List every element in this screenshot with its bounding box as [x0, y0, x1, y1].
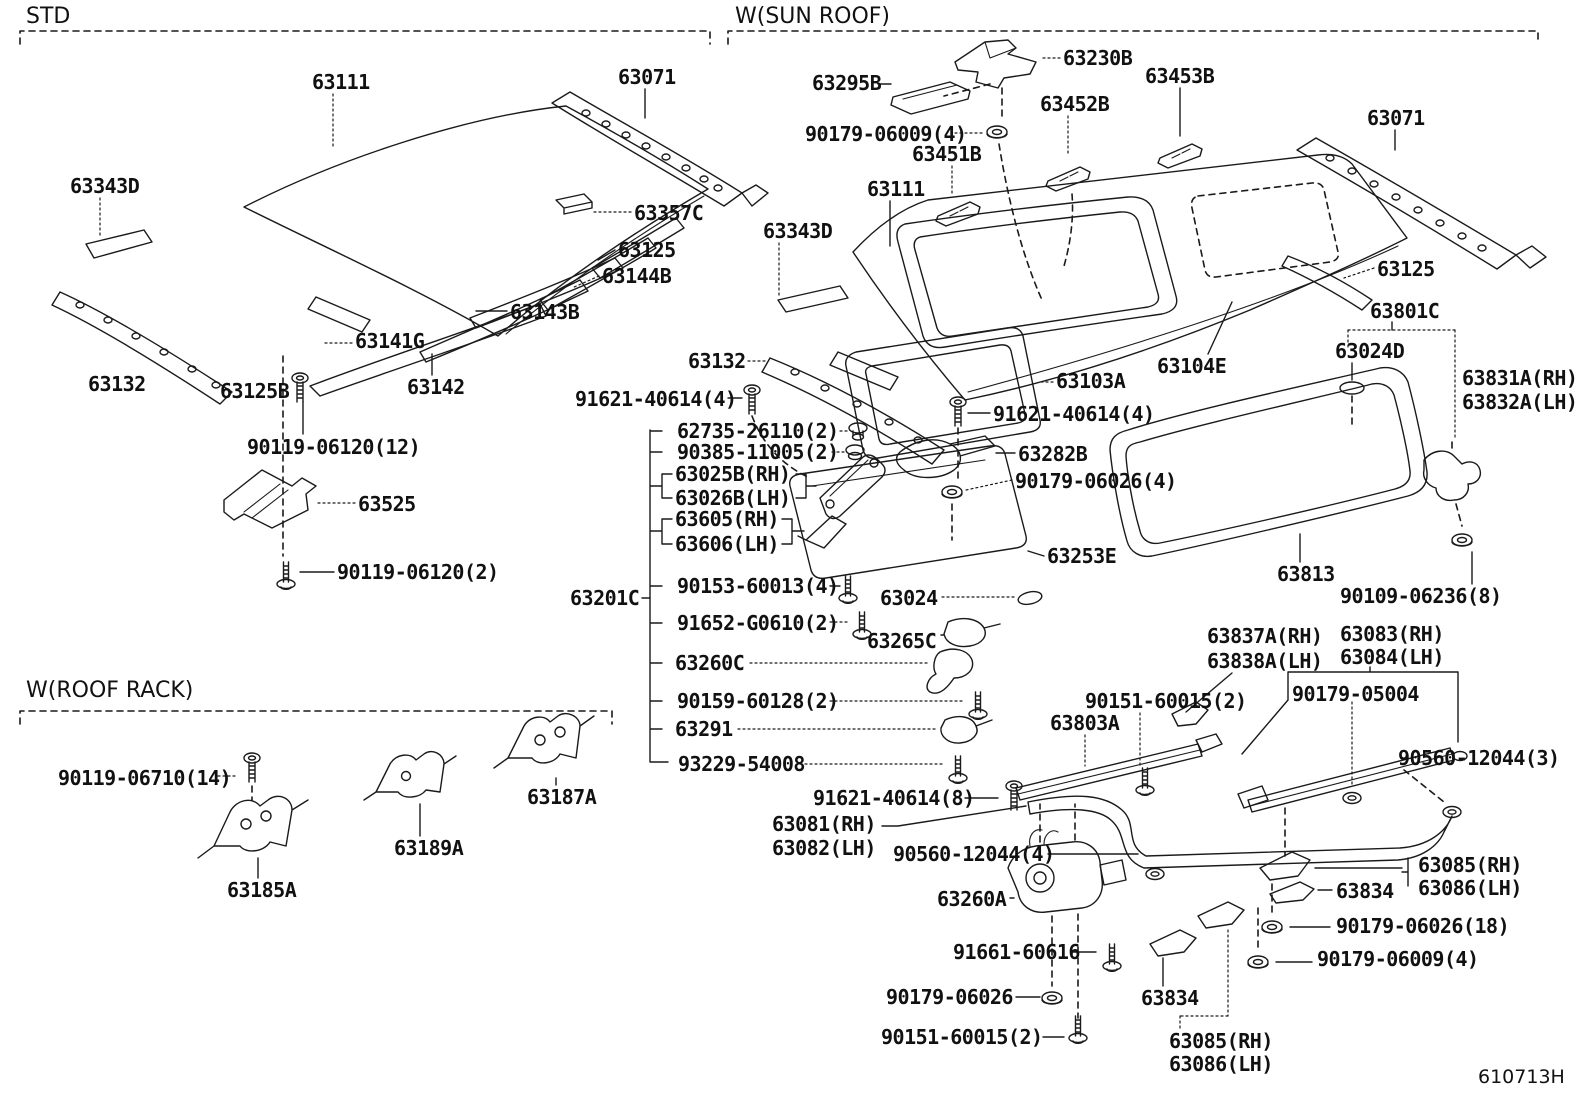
section-title-roofrack: W(ROOF RACK)	[26, 678, 194, 703]
part-label: 63144B	[602, 264, 672, 288]
part-label: 63187A	[527, 785, 597, 809]
part-label: 63834	[1336, 879, 1394, 903]
part-label: 63111	[867, 177, 925, 201]
part-label: 90179-06026(4)	[1015, 469, 1177, 493]
part-label: 63085(RH)	[1418, 853, 1522, 877]
section-title-std: STD	[26, 4, 71, 29]
part-label: 91652-G0610(2)	[677, 611, 839, 635]
part-label: 63253E	[1047, 544, 1117, 568]
part-label: 63343D	[763, 219, 833, 243]
part-label: 91621-40614(4)	[575, 387, 737, 411]
part-label: 63083(RH)	[1340, 622, 1444, 646]
part-label: 63453B	[1145, 64, 1215, 88]
part-label: 90109-06236(8)	[1340, 584, 1502, 608]
part-label: 63086(LH)	[1418, 876, 1522, 900]
section-title-sunroof: W(SUN ROOF)	[735, 4, 891, 29]
part-label: 63282B	[1018, 442, 1088, 466]
part-label: 91621-40614(4)	[993, 402, 1155, 426]
leader-lines	[100, 58, 1472, 1037]
part-label: 63803A	[1050, 711, 1120, 735]
part-label: 63838A(LH)	[1207, 649, 1323, 673]
part-label: 62735-26110(2)	[677, 419, 839, 443]
part-label: 90560-12044(3)	[1398, 746, 1560, 770]
part-label: 63834	[1141, 986, 1199, 1010]
part-label: 63141G	[355, 329, 425, 353]
part-label: 63125	[1377, 257, 1435, 281]
part-label: 63081(RH)	[772, 812, 876, 836]
part-label: 90151-60015(2)	[881, 1025, 1043, 1049]
part-label: 90560-12044(4)	[893, 842, 1055, 866]
part-label: 63357C	[634, 201, 704, 225]
part-label: 63185A	[227, 878, 297, 902]
part-label: 90385-11005(2)	[677, 440, 839, 464]
part-label: 63813	[1277, 562, 1335, 586]
part-label: 63086(LH)	[1169, 1052, 1273, 1076]
part-label: 63343D	[70, 174, 140, 198]
part-label: 63831A(RH)	[1462, 366, 1578, 390]
part-label: 63189A	[394, 836, 464, 860]
part-label: 90179-05004	[1292, 682, 1419, 706]
part-label: 63265C	[867, 629, 937, 653]
part-label: 63605(RH)	[675, 507, 779, 531]
part-label: 63606(LH)	[675, 532, 779, 556]
part-label: 63125	[618, 238, 676, 262]
part-label: 63260C	[675, 651, 745, 675]
part-label: 91621-40614(8)	[813, 786, 975, 810]
part-label: 63230B	[1063, 46, 1133, 70]
part-label: 63291	[675, 717, 733, 741]
part-label: 63832A(LH)	[1462, 390, 1578, 414]
part-label: 63452B	[1040, 92, 1110, 116]
part-label: 63451B	[912, 142, 982, 166]
part-label: 63024D	[1335, 339, 1405, 363]
part-label: 63082(LH)	[772, 836, 876, 860]
part-label: 63025B(RH)	[675, 462, 791, 486]
part-label: 63837A(RH)	[1207, 624, 1323, 648]
part-label: 90179-06026	[886, 985, 1013, 1009]
part-label: 91661-60616	[953, 940, 1080, 964]
part-label: 90179-06009(4)	[1317, 947, 1479, 971]
part-label: 93229-54008	[678, 752, 805, 776]
part-label: 63084(LH)	[1340, 645, 1444, 669]
part-label: 63801C	[1370, 299, 1440, 323]
part-label: 63104E	[1157, 354, 1227, 378]
part-label: 63201C	[570, 586, 640, 610]
part-label: 90119-06120(2)	[337, 560, 499, 584]
part-label: 63125B	[220, 379, 290, 403]
part-label: 90119-06120(12)	[247, 435, 421, 459]
part-label: 63132	[688, 349, 746, 373]
part-label: 63103A	[1056, 369, 1126, 393]
part-label: 63143B	[510, 300, 580, 324]
part-label: 63525	[358, 492, 416, 516]
part-label: 90179-06009(4)	[805, 122, 967, 146]
part-label: 63085(RH)	[1169, 1029, 1273, 1053]
part-label: 90151-60015(2)	[1085, 689, 1247, 713]
part-label: 63071	[618, 65, 676, 89]
part-label: 90153-60013(4)	[677, 574, 839, 598]
part-label: 63132	[88, 372, 146, 396]
part-label: 90159-60128(2)	[677, 689, 839, 713]
part-label: 63260A	[937, 887, 1007, 911]
part-label: 63111	[312, 70, 370, 94]
part-label: 63024	[880, 586, 938, 610]
part-label: 63026B(LH)	[675, 486, 791, 510]
drawing-number: 610713H	[1478, 1066, 1565, 1088]
part-label: 90119-06710(14)	[58, 766, 232, 790]
part-label: 90179-06026(18)	[1336, 914, 1510, 938]
part-label: 63295B	[812, 71, 882, 95]
part-label: 63142	[407, 375, 465, 399]
part-label: 63071	[1367, 106, 1425, 130]
